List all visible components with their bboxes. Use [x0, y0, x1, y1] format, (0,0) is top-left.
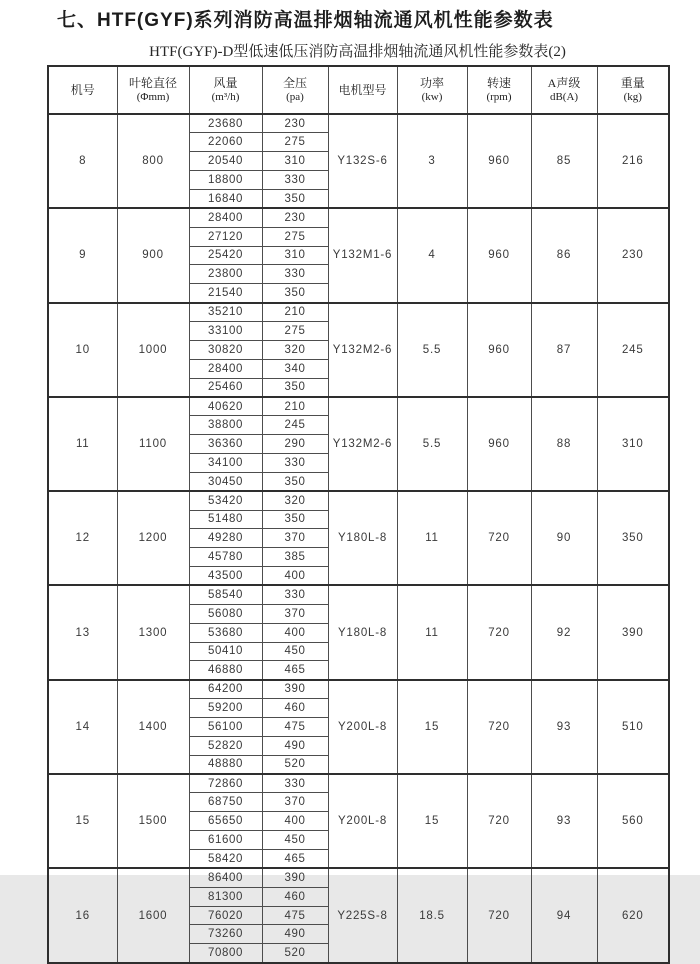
cell-weight: 390 [597, 585, 669, 679]
column-header-label: 功率 [419, 75, 444, 90]
cell-air-flow: 61600 [189, 831, 262, 850]
cell-air-flow: 81300 [189, 887, 262, 906]
cell-noise-level: 87 [531, 303, 597, 397]
cell-air-flow: 28400 [189, 208, 262, 227]
cell-weight: 310 [597, 397, 669, 491]
cell-air-flow: 64200 [189, 680, 262, 699]
cell-speed: 720 [467, 491, 531, 585]
cell-total-pressure: 350 [262, 378, 328, 397]
column-header-label: 全压 [282, 75, 307, 90]
cell-motor-model: Y180L-8 [328, 585, 397, 679]
cell-motor-model: Y200L-8 [328, 680, 397, 774]
cell-total-pressure: 520 [262, 755, 328, 774]
cell-impeller-diameter: 900 [117, 208, 189, 302]
cell-total-pressure: 490 [262, 736, 328, 755]
cell-impeller-diameter: 1300 [117, 585, 189, 679]
table-row [48, 397, 669, 416]
cell-noise-level: 94 [531, 868, 597, 962]
cell-total-pressure: 450 [262, 831, 328, 850]
cell-total-pressure: 450 [262, 642, 328, 661]
cell-air-flow: 40620 [189, 397, 262, 416]
column-header-1 [117, 66, 189, 114]
cell-total-pressure: 245 [262, 416, 328, 435]
cell-air-flow: 30450 [189, 472, 262, 491]
cell-air-flow: 20540 [189, 152, 262, 171]
cell-motor-model: Y132M2-6 [328, 303, 397, 397]
cell-total-pressure: 330 [262, 171, 328, 190]
table-row [48, 491, 669, 510]
cell-speed: 960 [467, 114, 531, 208]
cell-total-pressure: 465 [262, 850, 328, 869]
cell-total-pressure: 310 [262, 152, 328, 171]
cell-noise-level: 93 [531, 774, 597, 868]
cell-air-flow: 58420 [189, 850, 262, 869]
cell-total-pressure: 350 [262, 189, 328, 208]
column-header-8 [597, 66, 669, 114]
cell-air-flow: 48880 [189, 755, 262, 774]
column-header-0 [48, 66, 117, 114]
cell-impeller-diameter: 1500 [117, 774, 189, 868]
cell-total-pressure: 385 [262, 548, 328, 567]
cell-motor-model: Y132M1-6 [328, 208, 397, 302]
cell-air-flow: 38800 [189, 416, 262, 435]
column-header-label: 叶轮直径 [128, 75, 177, 90]
cell-total-pressure: 350 [262, 510, 328, 529]
cell-fan-number: 13 [48, 585, 117, 679]
cell-total-pressure: 400 [262, 623, 328, 642]
column-header-5 [397, 66, 467, 114]
table-row [48, 680, 669, 699]
cell-motor-model: Y132M2-6 [328, 397, 397, 491]
cell-impeller-diameter: 1400 [117, 680, 189, 774]
cell-air-flow: 35210 [189, 303, 262, 322]
column-header-4 [328, 66, 397, 114]
header-row [48, 66, 669, 114]
cell-weight: 620 [597, 868, 669, 962]
cell-total-pressure: 390 [262, 868, 328, 887]
cell-power: 5.5 [397, 303, 467, 397]
cell-air-flow: 50410 [189, 642, 262, 661]
cell-fan-number: 14 [48, 680, 117, 774]
cell-speed: 720 [467, 680, 531, 774]
cell-air-flow: 68750 [189, 793, 262, 812]
cell-speed: 720 [467, 774, 531, 868]
page-title: 七、HTF(GYF)系列消防高温排烟轴流通风机性能参数表 [57, 10, 554, 31]
cell-fan-number: 16 [48, 868, 117, 962]
cell-air-flow: 56100 [189, 718, 262, 737]
cell-total-pressure: 350 [262, 284, 328, 303]
column-header-unit: (pa) [286, 90, 304, 103]
cell-air-flow: 65650 [189, 812, 262, 831]
cell-total-pressure: 275 [262, 321, 328, 340]
cell-power: 15 [397, 680, 467, 774]
table-row [48, 868, 669, 887]
cell-total-pressure: 310 [262, 246, 328, 265]
cell-fan-number: 8 [48, 114, 117, 208]
cell-total-pressure: 400 [262, 812, 328, 831]
cell-air-flow: 59200 [189, 699, 262, 718]
cell-total-pressure: 475 [262, 906, 328, 925]
cell-air-flow: 43500 [189, 567, 262, 586]
cell-total-pressure: 370 [262, 529, 328, 548]
column-header-unit: dB(A) [549, 90, 579, 103]
cell-weight: 245 [597, 303, 669, 397]
cell-fan-number: 9 [48, 208, 117, 302]
column-header-6 [467, 66, 531, 114]
cell-power: 5.5 [397, 397, 467, 491]
table-row [48, 303, 669, 322]
cell-noise-level: 88 [531, 397, 597, 491]
cell-impeller-diameter: 1600 [117, 868, 189, 962]
cell-total-pressure: 340 [262, 359, 328, 378]
cell-air-flow: 53680 [189, 623, 262, 642]
cell-motor-model: Y200L-8 [328, 774, 397, 868]
cell-impeller-diameter: 1000 [117, 303, 189, 397]
cell-air-flow: 86400 [189, 868, 262, 887]
cell-air-flow: 72860 [189, 774, 262, 793]
cell-total-pressure: 320 [262, 340, 328, 359]
cell-total-pressure: 460 [262, 887, 328, 906]
cell-air-flow: 21540 [189, 284, 262, 303]
cell-total-pressure: 230 [262, 208, 328, 227]
cell-total-pressure: 290 [262, 435, 328, 454]
column-header-3 [262, 66, 328, 114]
cell-power: 18.5 [397, 868, 467, 962]
column-header-unit: (rpm) [486, 90, 512, 103]
cell-total-pressure: 370 [262, 604, 328, 623]
cell-total-pressure: 330 [262, 265, 328, 284]
table-body [48, 114, 669, 963]
table-head [48, 66, 669, 114]
cell-total-pressure: 350 [262, 472, 328, 491]
column-header-unit: (kw) [421, 90, 443, 103]
cell-fan-number: 15 [48, 774, 117, 868]
cell-fan-number: 11 [48, 397, 117, 491]
table-row [48, 774, 669, 793]
column-header-label: A声级 [547, 75, 581, 90]
cell-noise-level: 90 [531, 491, 597, 585]
cell-air-flow: 28400 [189, 359, 262, 378]
cell-speed: 720 [467, 868, 531, 962]
cell-weight: 230 [597, 208, 669, 302]
cell-air-flow: 58540 [189, 585, 262, 604]
cell-air-flow: 76020 [189, 906, 262, 925]
cell-total-pressure: 275 [262, 227, 328, 246]
column-header-label: 风量 [213, 75, 238, 90]
column-header-unit: (m³/h) [211, 90, 240, 103]
cell-power: 15 [397, 774, 467, 868]
table-row [48, 208, 669, 227]
cell-air-flow: 25460 [189, 378, 262, 397]
cell-air-flow: 52820 [189, 736, 262, 755]
cell-air-flow: 16840 [189, 189, 262, 208]
cell-air-flow: 33100 [189, 321, 262, 340]
column-header-label: 机号 [70, 82, 95, 97]
cell-total-pressure: 390 [262, 680, 328, 699]
cell-motor-model: Y180L-8 [328, 491, 397, 585]
table-row [48, 585, 669, 604]
cell-weight: 510 [597, 680, 669, 774]
cell-total-pressure: 210 [262, 397, 328, 416]
cell-total-pressure: 275 [262, 133, 328, 152]
cell-motor-model: Y132S-6 [328, 114, 397, 208]
cell-total-pressure: 460 [262, 699, 328, 718]
column-header-unit: (Φmm) [136, 90, 170, 103]
cell-speed: 960 [467, 397, 531, 491]
cell-air-flow: 56080 [189, 604, 262, 623]
cell-air-flow: 22060 [189, 133, 262, 152]
column-header-label: 转速 [486, 75, 511, 90]
cell-power: 11 [397, 491, 467, 585]
cell-impeller-diameter: 800 [117, 114, 189, 208]
cell-air-flow: 70800 [189, 944, 262, 963]
column-header-label: 电机型号 [338, 82, 387, 97]
cell-total-pressure: 490 [262, 925, 328, 944]
table-row [48, 114, 669, 133]
cell-total-pressure: 465 [262, 661, 328, 680]
cell-air-flow: 73260 [189, 925, 262, 944]
cell-air-flow: 25420 [189, 246, 262, 265]
cell-total-pressure: 230 [262, 114, 328, 133]
cell-impeller-diameter: 1100 [117, 397, 189, 491]
cell-total-pressure: 320 [262, 491, 328, 510]
cell-total-pressure: 210 [262, 303, 328, 322]
column-header-unit: (kg) [623, 90, 642, 103]
cell-air-flow: 18800 [189, 171, 262, 190]
cell-air-flow: 23800 [189, 265, 262, 284]
cell-noise-level: 86 [531, 208, 597, 302]
cell-total-pressure: 330 [262, 585, 328, 604]
cell-air-flow: 23680 [189, 114, 262, 133]
table-subtitle: HTF(GYF)-D型低速低压消防高温排烟轴流通风机性能参数表(2) [149, 44, 566, 60]
cell-air-flow: 51480 [189, 510, 262, 529]
cell-air-flow: 27120 [189, 227, 262, 246]
cell-power: 3 [397, 114, 467, 208]
cell-air-flow: 46880 [189, 661, 262, 680]
cell-motor-model: Y225S-8 [328, 868, 397, 962]
cell-power: 4 [397, 208, 467, 302]
cell-speed: 960 [467, 208, 531, 302]
cell-fan-number: 12 [48, 491, 117, 585]
cell-air-flow: 36360 [189, 435, 262, 454]
cell-weight: 216 [597, 114, 669, 208]
cell-total-pressure: 400 [262, 567, 328, 586]
cell-air-flow: 30820 [189, 340, 262, 359]
cell-noise-level: 92 [531, 585, 597, 679]
column-header-label: 重量 [620, 75, 645, 90]
cell-total-pressure: 330 [262, 774, 328, 793]
cell-air-flow: 53420 [189, 491, 262, 510]
cell-total-pressure: 520 [262, 944, 328, 963]
cell-total-pressure: 330 [262, 453, 328, 472]
cell-impeller-diameter: 1200 [117, 491, 189, 585]
cell-noise-level: 85 [531, 114, 597, 208]
cell-speed: 960 [467, 303, 531, 397]
cell-total-pressure: 370 [262, 793, 328, 812]
cell-total-pressure: 475 [262, 718, 328, 737]
column-header-2 [189, 66, 262, 114]
cell-air-flow: 49280 [189, 529, 262, 548]
column-header-7 [531, 66, 597, 114]
fan-performance-table [47, 65, 670, 964]
cell-air-flow: 34100 [189, 453, 262, 472]
cell-speed: 720 [467, 585, 531, 679]
cell-air-flow: 45780 [189, 548, 262, 567]
cell-weight: 560 [597, 774, 669, 868]
cell-fan-number: 10 [48, 303, 117, 397]
cell-power: 11 [397, 585, 467, 679]
cell-noise-level: 93 [531, 680, 597, 774]
cell-weight: 350 [597, 491, 669, 585]
